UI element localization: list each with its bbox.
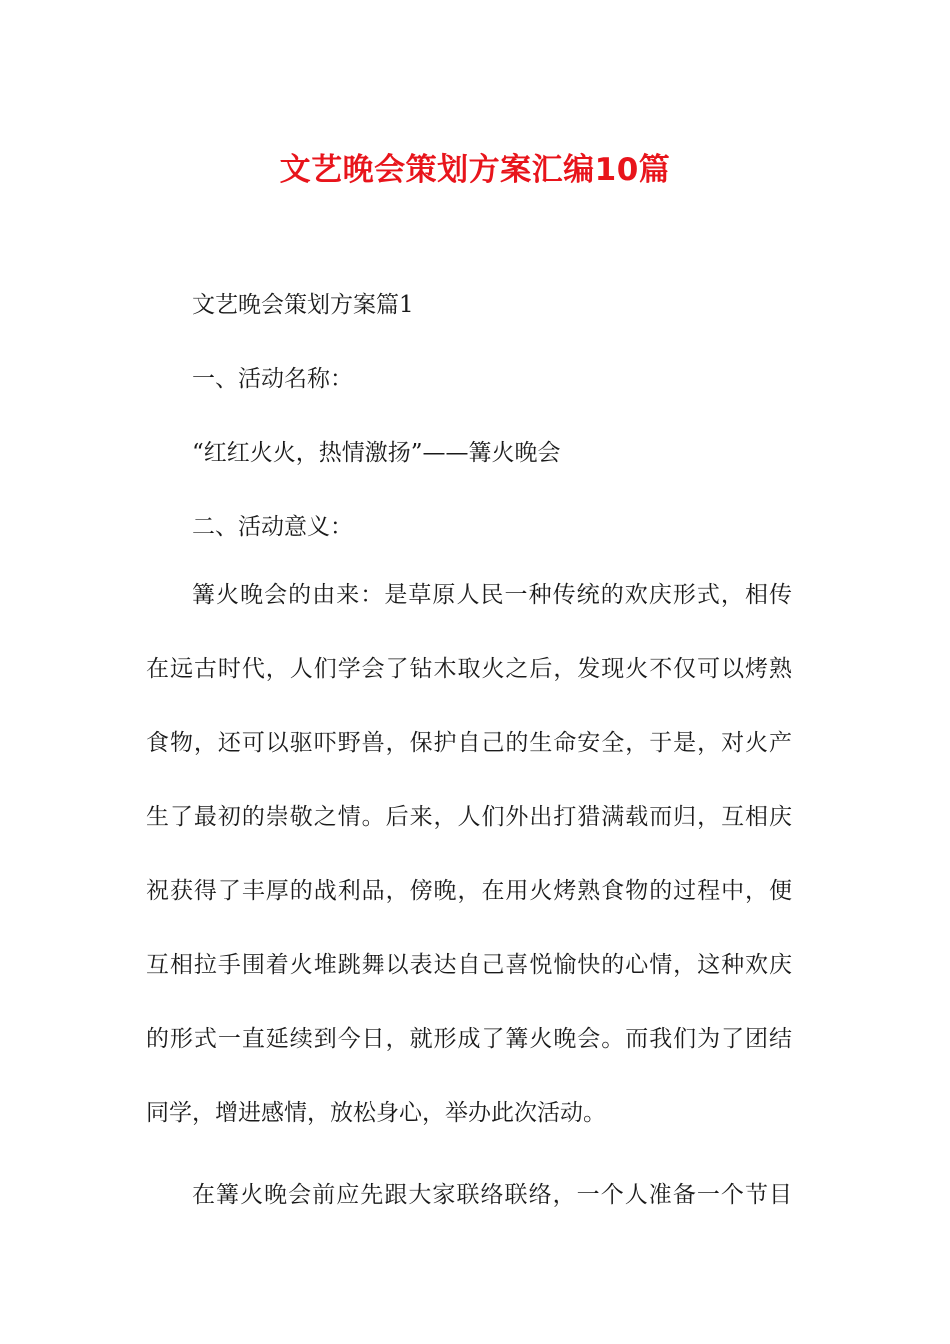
- document-title: 文艺晚会策划方案汇编10篇: [279, 152, 671, 188]
- paragraph-line: 祝获得了丰厚的战利品，傍晚，在用火烤熟食物的过程中，便: [146, 878, 792, 904]
- paragraph-line: 互相拉手围着火堆跳舞以表达自己喜悦愉快的心情，这种欢庆: [146, 952, 792, 978]
- paragraph-line: 同学，增进感情，放松身心，举办此次活动。: [146, 1100, 606, 1126]
- next-paragraph-line: 在篝火晚会前应先跟大家联络联络，一个人准备一个节目: [192, 1182, 792, 1208]
- paragraph-line: 篝火晚会的由来：是草原人民一种传统的欢庆形式，相传: [192, 582, 792, 608]
- paragraph-line: 生了最初的崇敬之情。后来，人们外出打猎满载而归，互相庆: [146, 804, 792, 830]
- item-two-heading: 二、活动意义：: [192, 514, 353, 540]
- meaning-paragraph: [146, 578, 792, 1170]
- section-heading: 文艺晚会策划方案篇1: [192, 292, 414, 318]
- item-one-heading: 一、活动名称：: [192, 366, 353, 392]
- item-one-text: “红红火火，热情激扬”——篝火晚会: [192, 440, 561, 466]
- paragraph-line: 食物，还可以驱吓野兽，保护自己的生命安全，于是，对火产: [146, 730, 792, 756]
- paragraph-line: 在远古时代，人们学会了钻木取火之后，发现火不仅可以烤熟: [146, 656, 792, 682]
- paragraph-line: 的形式一直延续到今日，就形成了篝火晚会。而我们为了团结: [146, 1026, 792, 1052]
